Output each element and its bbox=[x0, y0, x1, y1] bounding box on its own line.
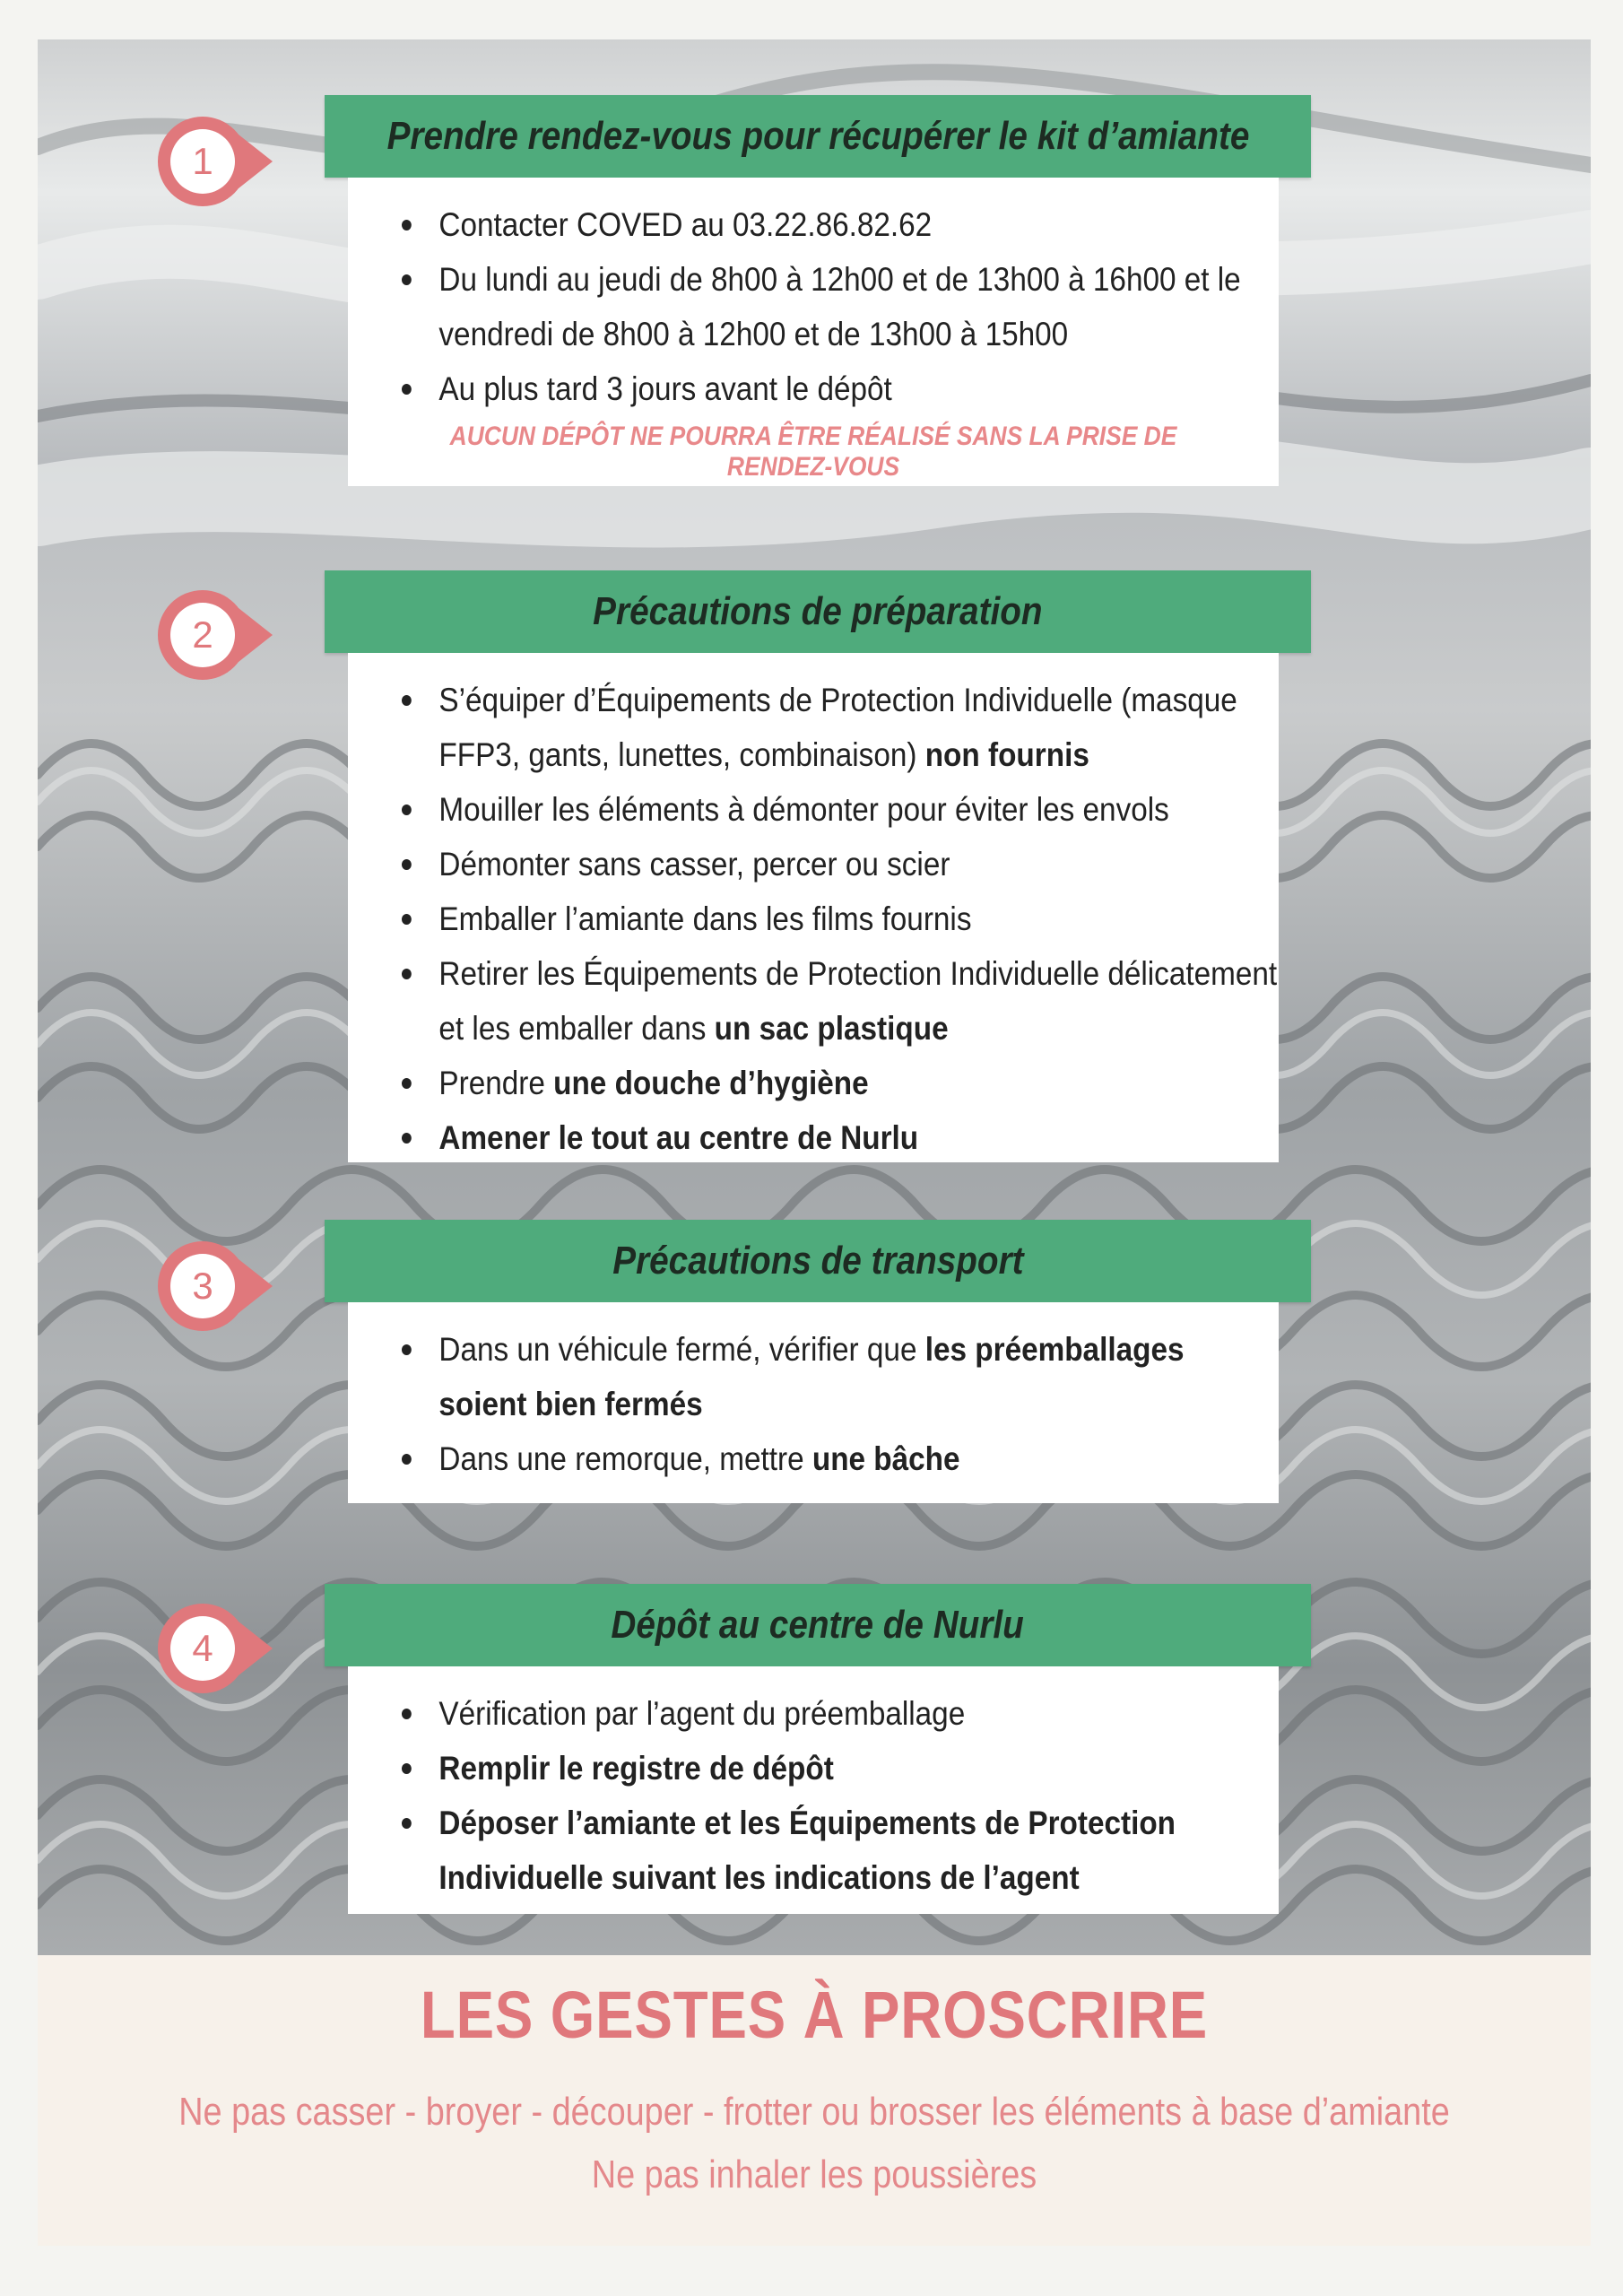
step-1-title-text: Prendre rendez-vous pour récupérer le kit d’amiante bbox=[386, 114, 1249, 158]
step-2-item-6 bbox=[402, 1056, 1279, 1110]
step-4-item-2-text: Remplir le registre de dépôt bbox=[438, 1750, 834, 1787]
step-2-item-1-text: non fournis bbox=[924, 736, 1089, 773]
step-4-title bbox=[325, 1584, 1311, 1666]
step-1-list bbox=[402, 197, 1243, 416]
step-3-item-2 bbox=[402, 1431, 1279, 1486]
step-2-list bbox=[402, 673, 1278, 1165]
step-1-item-2-text: Du lundi au jeudi de 8h00 à 12h00 et de 13h00 à 16h00 et le vendredi de 8h00 à 12h00 et de 13h00 à 15h00 bbox=[438, 261, 1241, 352]
step-2-item-1 bbox=[402, 673, 1279, 782]
step-3-number: 3 bbox=[192, 1265, 213, 1307]
step-2-item-7-text: Amener le tout au centre de Nurlu bbox=[438, 1119, 919, 1156]
step-3-title bbox=[325, 1220, 1311, 1302]
step-1-badge bbox=[156, 115, 249, 208]
step-3-badge bbox=[156, 1239, 249, 1333]
step-1-item-3 bbox=[402, 361, 1279, 416]
step-2-item-4-text: Emballer l’amiante dans les films fournis bbox=[438, 900, 972, 937]
step-2-item-2-text: Mouiller les éléments à démonter pour éviter les envols bbox=[438, 791, 1169, 828]
step-2-item-6-text: une douche d’hygiène bbox=[553, 1065, 869, 1101]
proscribed-line-2: Ne pas inhaler les poussières bbox=[591, 2152, 1037, 2196]
step-2-item-4 bbox=[402, 891, 1279, 946]
step-1-item-1 bbox=[402, 197, 1279, 252]
step-2-item-3-text: Démonter sans casser, percer ou scier bbox=[438, 846, 950, 883]
step-1-number: 1 bbox=[192, 140, 213, 182]
proscribed-title: LES GESTES À PROSCRIRE bbox=[420, 1978, 1209, 2052]
step-1-box bbox=[348, 178, 1279, 486]
step-2-item-5-text: Retirer les Équipements de Protection Individuelle délicatement et les emballer dans bbox=[438, 955, 1278, 1047]
step-3-title-text: Précautions de transport bbox=[612, 1239, 1024, 1283]
step-4-item-1-text: Vérification par l’agent du préemballage bbox=[438, 1695, 966, 1732]
step-1-item-2 bbox=[402, 252, 1279, 361]
step-3-item-1-text: les préemballages soient bien fermés bbox=[438, 1331, 1185, 1422]
step-2-item-5-text: un sac plastique bbox=[714, 1010, 949, 1047]
step-3-item-1-text: Dans un véhicule fermé, vérifier que bbox=[438, 1331, 925, 1368]
step-1-title bbox=[325, 95, 1311, 178]
step-3-box bbox=[348, 1302, 1279, 1503]
step-4-item-3 bbox=[402, 1796, 1279, 1905]
step-2-item-1-text: S’équiper d’Équipements de Protection Individuelle (masque FFP3, gants, lunettes, combinaison) bbox=[438, 682, 1237, 773]
step-3-list bbox=[402, 1322, 1243, 1486]
proscribed-line-1: Ne pas casser - broyer - découper - frotter ou brosser les éléments à base d’amiante bbox=[178, 2090, 1450, 2134]
step-2-number: 2 bbox=[192, 613, 213, 656]
step-4-list bbox=[402, 1686, 1243, 1905]
step-2-box bbox=[348, 653, 1279, 1162]
step-2-badge bbox=[156, 588, 249, 682]
step-2-item-5 bbox=[402, 946, 1279, 1056]
step-4-title-text: Dépôt au centre de Nurlu bbox=[611, 1603, 1025, 1647]
step-2-title bbox=[325, 570, 1311, 653]
step-1-item-1-text: Contacter COVED au 03.22.86.82.62 bbox=[438, 206, 933, 243]
step-4-item-1 bbox=[402, 1686, 1279, 1741]
step-2-item-2 bbox=[402, 782, 1279, 837]
step-4-item-3-text: Déposer l’amiante et les Équipements de Protection Individuelle suivant les indications de l’agent bbox=[438, 1805, 1176, 1896]
step-1-item-3-text: Au plus tard 3 jours avant le dépôt bbox=[438, 370, 892, 407]
step-4-badge bbox=[156, 1602, 249, 1695]
step-3-item-2-text: Dans une remorque, mettre bbox=[438, 1440, 812, 1477]
step-3-item-1 bbox=[402, 1322, 1279, 1431]
step-4-item-2 bbox=[402, 1741, 1279, 1796]
step-2-item-6-text: Prendre bbox=[438, 1065, 554, 1101]
step-4-number: 4 bbox=[192, 1627, 213, 1669]
step-4-box bbox=[348, 1666, 1279, 1914]
step-2-title-text: Précautions de préparation bbox=[593, 589, 1043, 633]
step-2-item-7 bbox=[402, 1110, 1279, 1165]
step-1-warning: AUCUN DÉPÔT NE POURRA ÊTRE RÉALISÉ SANS LA PRISE DE RENDEZ-VOUS bbox=[449, 422, 1177, 482]
step-2-item-3 bbox=[402, 837, 1279, 891]
poster bbox=[38, 39, 1591, 2246]
proscribed-gestures-section bbox=[38, 1955, 1591, 2246]
step-3-item-2-text: une bâche bbox=[812, 1440, 960, 1477]
